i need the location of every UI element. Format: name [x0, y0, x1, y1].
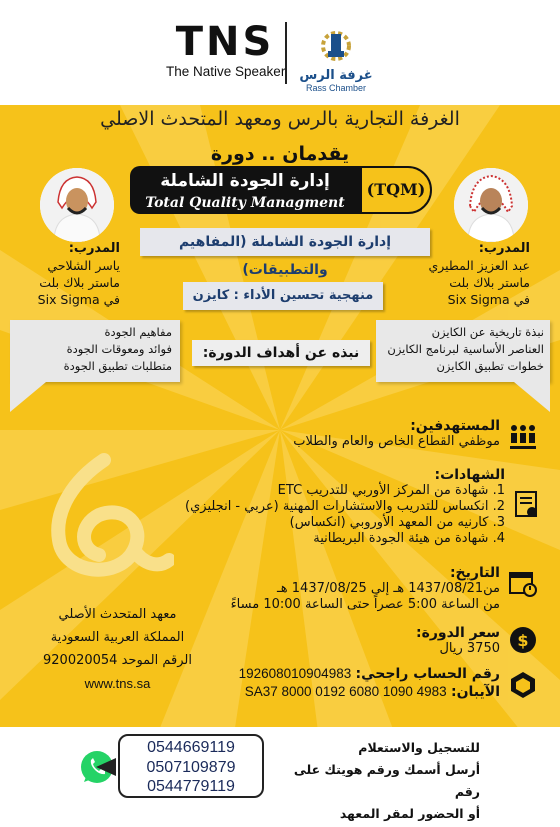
list-item: متطلبات تطبيق الجودة — [63, 359, 172, 373]
trainer-right-photo — [454, 168, 528, 242]
trainer-right-title: ماستر بلاك بلت — [449, 275, 530, 290]
certificate-icon — [512, 490, 542, 520]
logo-divider — [285, 22, 287, 84]
calendar-icon — [508, 568, 538, 598]
list-item: 2. انكساس للتدريب والاستشارات المهنية (عربي - انجليزي) — [185, 499, 505, 514]
course-title-english: Total Quality Managment — [145, 195, 345, 211]
list-item: مفاهيم الجودة — [104, 325, 172, 339]
registration-instruction: أرسل أسمك ورقم هويتك على رقم — [293, 762, 480, 799]
goals-left-box — [10, 320, 180, 382]
trainer-right-field: في Six Sigma — [447, 292, 530, 307]
gear-icon — [316, 26, 356, 64]
list-item: فوائد ومعوقات الجودة — [66, 342, 172, 356]
list-item: 4. شهادة من هيئة الجودة البريطانية — [313, 531, 505, 546]
trainer-left-label: المدرب: — [68, 241, 120, 256]
institute-info — [40, 603, 195, 695]
list-item: 1. شهادة من المركز الأوربي للتدريب ETC — [277, 483, 505, 498]
tns-logo — [166, 19, 286, 79]
trainer-right-name: عبد العزيز المطيري — [428, 258, 530, 273]
list-item: خطوات تطبيق الكايزن — [436, 359, 544, 373]
svg-text:$: $ — [517, 631, 529, 650]
rajhi-row — [180, 665, 500, 683]
tns-mark: TNS — [175, 19, 275, 65]
dates-time: من الساعة 5:00 عصراً حتى الساعة 10:00 مساءً — [230, 597, 500, 612]
rass-chamber-logo — [296, 26, 376, 93]
price-value: 3750 ريال — [439, 641, 500, 656]
dates-section — [180, 565, 500, 613]
goals-heading: نبذه عن أهداف الدورة: — [192, 340, 370, 366]
beneficiaries-section — [230, 418, 500, 450]
price-section — [330, 625, 500, 657]
trainer-left-title: ماستر بلاك بلت — [39, 275, 120, 290]
beneficiaries-title: المستهدفين: — [410, 418, 500, 434]
headline: الغرفة التجارية بالرس ومعهد المتحدث الاصلي — [100, 108, 460, 130]
institute-name: معهد المتحدث الأصلي — [58, 607, 177, 622]
phone-number[interactable]: 0544669119 — [147, 739, 235, 756]
rajhi-label: رقم الحساب راجحي: — [355, 666, 500, 682]
trainer-left-field: في Six Sigma — [37, 292, 120, 307]
iban-value: SA37 8000 0192 6080 1090 4983 — [244, 684, 447, 699]
header — [0, 0, 560, 105]
rass-arabic: غرفة الرس — [299, 68, 373, 83]
trainer-left-info — [10, 240, 120, 308]
beneficiaries-body: موظفي القطاع الخاص والعام والطلاب — [293, 434, 500, 449]
people-icon — [508, 422, 538, 452]
goals-left-tail — [10, 382, 46, 412]
course-title-box — [130, 166, 360, 214]
bank-section — [180, 665, 500, 701]
tns-name: The Native Speaker — [166, 64, 286, 79]
iban-label: الآيبان: — [451, 684, 500, 700]
registration-title: للتسجيل والاستعلام — [358, 740, 480, 755]
registration-info — [270, 737, 480, 825]
bank-icon — [508, 670, 538, 700]
goals-right-tail — [514, 382, 550, 412]
course-method: منهجية تحسين الأداء : كايزن — [183, 282, 383, 310]
course-title-arabic: إدارة الجودة الشاملة — [160, 171, 330, 191]
six-sigma-mark — [34, 440, 174, 590]
trainer-left-name: ياسر الشلاحي — [47, 258, 120, 273]
dates-title: التاريخ: — [449, 565, 500, 581]
trainer-right-info — [400, 240, 530, 308]
institute-country: المملكة العربية السعودية — [50, 630, 185, 645]
institute-unified-number: الرقم الموحد 920020054 — [43, 653, 192, 668]
phone-number[interactable]: 0507109879 — [146, 758, 236, 776]
iban-row — [180, 683, 500, 701]
registration-visit: أو الحضور لمقر المعهد — [339, 806, 480, 821]
trainer-left-photo — [40, 168, 114, 242]
certificates-section — [160, 467, 505, 547]
list-item: العناصر الأساسية لبرنامج الكايزن — [387, 342, 544, 356]
certificates-title: الشهادات: — [434, 467, 505, 483]
present-line: يقدمان .. دورة — [210, 143, 350, 165]
rajhi-value: 192608010904983 — [238, 666, 352, 681]
phone-numbers-box — [118, 734, 264, 798]
phone-number[interactable]: 0544779119 — [147, 778, 235, 795]
price-title: سعر الدورة: — [415, 625, 500, 641]
tqm-badge: (TQM) — [360, 166, 432, 214]
rass-english: Rass Chamber — [305, 83, 367, 93]
list-item: نبذة تاريخية عن الكايزن — [431, 325, 544, 339]
dates-range: من1437/08/21 هـ إلى 1437/08/25 هـ — [276, 581, 500, 596]
money-icon — [508, 625, 538, 655]
arrow-icon — [96, 758, 116, 776]
list-item: 3. كارنيه من المعهد الأوروبي (انكساس) — [289, 515, 505, 530]
course-subtitle: إدارة الجودة الشاملة (المفاهيم والتطبيقات) — [140, 228, 430, 256]
trainer-right-label: المدرب: — [478, 241, 530, 256]
institute-website[interactable]: www.tns.sa — [84, 676, 151, 691]
goals-right-box — [376, 320, 550, 382]
